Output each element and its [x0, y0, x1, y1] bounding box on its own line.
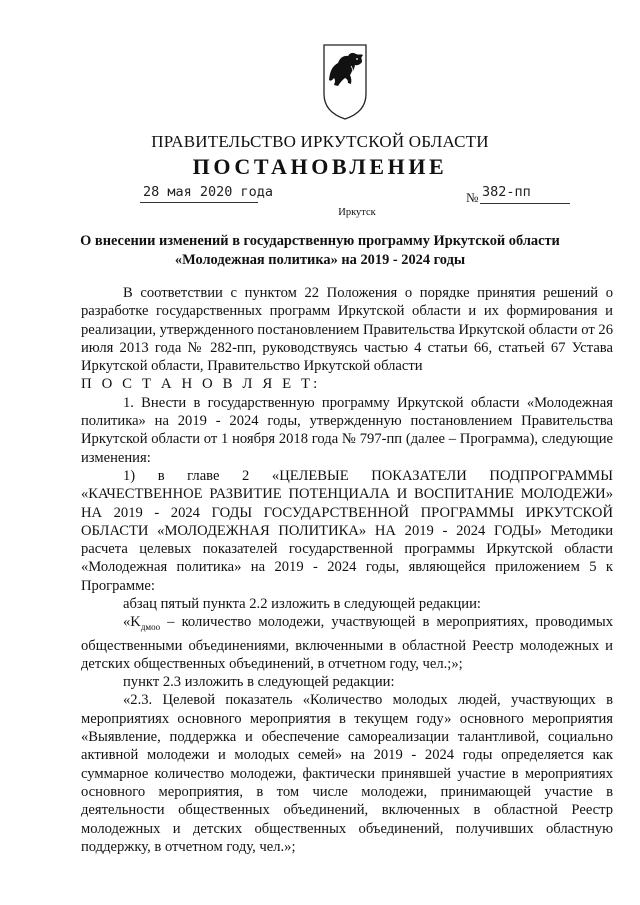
quoted-point-2-3-paragraph: «2.3. Целевой показатель «Количество молодых людей, участвующих в мероприятиях основного мероприятия в текущем году» основного мероприятия «Выявление, поддержка и обеспечение самореализации талантливой, социально активной молодежи и молодых семей» на 2019 - 2024 годы определяется как суммарное количество молодежи, фактически принявшей участие в мероприятиях основного мероприятия, в том числе молодежи, принимающей участие в деятельности общественных объединений, включенных в областной Реестр молодежных и детских общественных объединений, получивших областную поддержку, в отчетном году, чел.»; — [81, 692, 613, 855]
quoted-definition-text: – количество молодежи, участвующей в мероприятиях, проводимых общественными объединениями, включенными в областной Реестр молодежных и детских общественных объединений, в отчетном году, чел.;»; — [81, 614, 613, 672]
quoted-definition-subscript: дмоо — [140, 622, 161, 633]
date-underline — [140, 202, 258, 203]
government-name: ПРАВИТЕЛЬСТВО ИРКУТСКОЙ ОБЛАСТИ — [151, 132, 489, 151]
city-name: Иркутск — [338, 207, 376, 218]
quoted-definition-paragraph — [81, 613, 613, 673]
paragraph-five-instruction: абзац пятый пункта 2.2 изложить в следующей редакции: — [123, 596, 481, 613]
document-title-line-2: «Молодежная политика» на 2019 - 2024 годы — [174, 252, 466, 268]
irkutsk-coat-of-arms-emblem — [321, 42, 369, 122]
item-1-paragraph: 1. Внести в государственную программу Иркутской области «Молодежная политика» на 2019 - 2024 годы, утвержденную постановлением Правительства Иркутской области от 1 ноября 2018 года № 797-пп (далее – Программа), следующие изменения: — [81, 394, 613, 466]
resolves-heading: П О С Т А Н О В Л Я Е Т: — [81, 376, 321, 393]
document-type: ПОСТАНОВЛЕНИЕ — [192, 154, 448, 179]
document-title-line-1: О внесении изменений в государственную программу Иркутской области — [80, 233, 560, 249]
number-underline — [480, 203, 570, 204]
document-body — [81, 284, 613, 856]
quoted-definition-symbol: «K — [123, 614, 141, 631]
point-2-3-instruction: пункт 2.3 изложить в следующей редакции: — [123, 674, 395, 691]
document-date: 28 мая 2020 года — [143, 184, 274, 200]
item-1-subitem-1-paragraph: 1) в главе 2 «ЦЕЛЕВЫЕ ПОКАЗАТЕЛИ ПОДПРОГРАММЫ «КАЧЕСТВЕННОЕ РАЗВИТИЕ ПОТЕНЦИАЛА И ВОСПИТАНИЕ МОЛОДЕЖИ» НА 2019 - 2024 ГОДЫ ГОСУДАРСТВЕННОЙ ПРОГРАММЫ ИРКУТСКОЙ ОБЛАСТИ «МОЛОДЕЖНАЯ ПОЛИТИКА» НА 2019 - 2024 ГОДЫ» Методики расчета целевых показателей государственной программы Иркутской области «Молодежная политика» на 2019 - 2024 годы, являющейся приложением 5 к Программе: — [81, 467, 613, 594]
document-number: 382-пп — [482, 184, 531, 200]
document-title — [60, 232, 580, 270]
preamble-paragraph: В соответствии с пунктом 22 Положения о порядке принятия решений о разработке государственных программ Иркутской области и их формирования и реализации, утвержденного постановлением Правительства Иркутской области от 26 июля 2013 года № 282-пп, руководствуясь частью 4 статьи 66, статьей 67 Устава Иркутской области, Правительство Иркутской области — [81, 285, 613, 375]
number-sign: № — [466, 190, 479, 205]
